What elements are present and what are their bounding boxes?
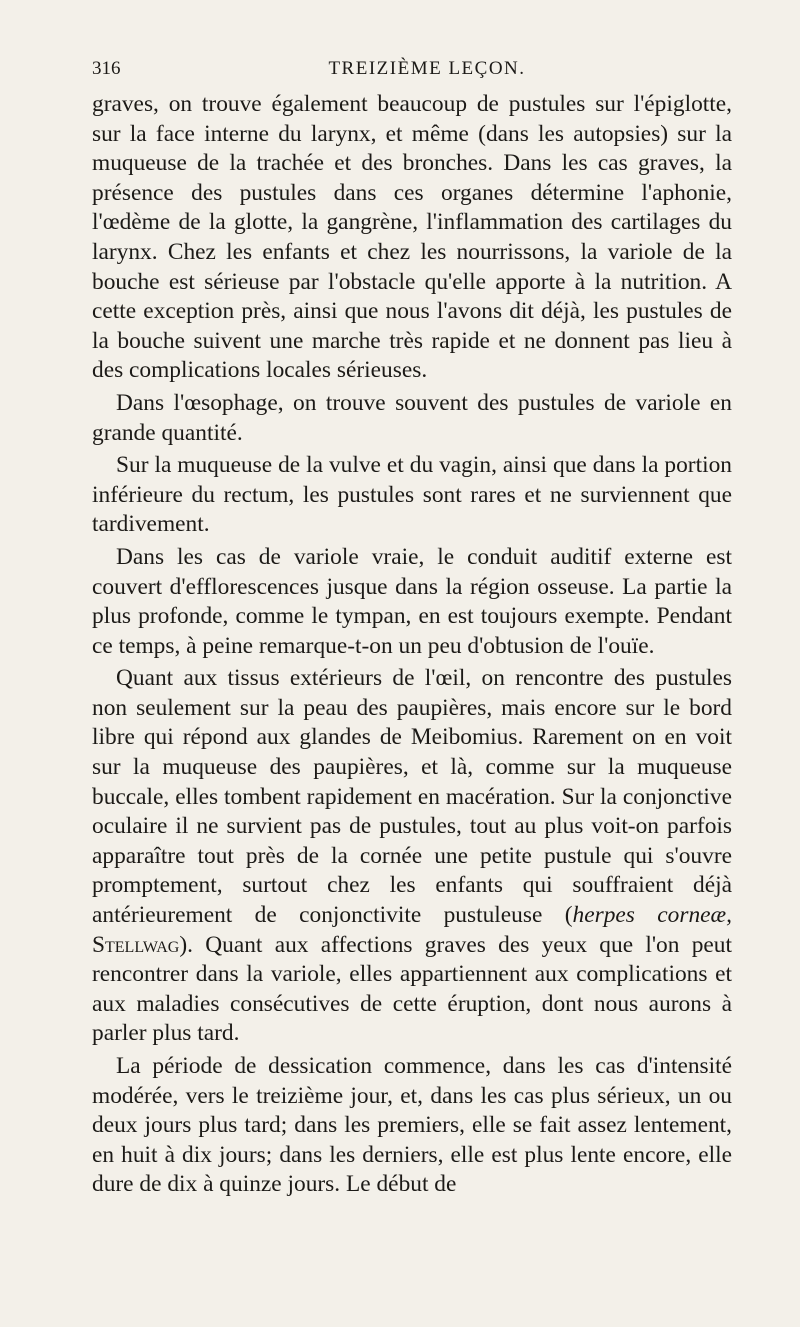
paragraph-5 [92, 664, 732, 1049]
paragraph-5-author: Stellwag [92, 931, 180, 958]
paragraph-6: La période de dessication commence, dans les cas d'intensité modérée, vers le treizième jour, et, dans les cas plus sérieux, un ou deux jours plus tard; dans les premiers, elle se fait assez lentement, en huit à dix jours; dans les derniers, elle est plus lente encore, elle dure de dix à quinze jours. Le début de [92, 1053, 732, 1198]
body-text [92, 90, 732, 1200]
paragraph-5-italic: herpes corneæ, [572, 902, 732, 929]
paragraph-1: graves, on trouve également beaucoup de pustules sur l'épiglotte, sur la face interne du larynx, et même (dans les autopsies) sur la muqueuse de la trachée et des bronches. Dans les cas graves, la présence des pustules dans ces organes détermine l'aphonie, l'œdème de la glotte, la gangrène, l'inflammation des cartilages du larynx. Chez les enfants et chez les nourrissons, la variole de la bouche est sérieuse par l'obstacle qu'elle apporte à la nutrition. A cette exception près, ainsi que nous l'avons dit déjà, les pustules de la bouche suivent une marche très rapide et ne donnent pas lieu à des complications locales sérieuses. [92, 91, 732, 384]
paragraph-4: Dans les cas de variole vraie, le conduit auditif externe est couvert d'efflorescences jusque dans la région osseuse. La partie la plus profonde, comme le tympan, en est toujours exempte. Pendant ce temps, à peine remarque-t-on un peu d'obtusion de l'ouïe. [92, 543, 732, 659]
running-title: TREIZIÈME LEÇON. [328, 58, 526, 79]
paragraph-3: Sur la muqueuse de la vulve et du vagin, ainsi que dans la portion inférieure du rectum, les pustules sont rares et ne surviennent que tardivement. [92, 452, 732, 538]
paragraph-5-text-before: Quant aux tissus extérieurs de l'œil, on rencontre des pustules non seulement sur la peau des paupières, mais encore sur le bord libre qui répond aux glandes de Meibomius. Rarement on en voit sur la muqueuse des paupières, et là, comme sur la muqueuse buccale, elles tombent rapidement en macération. Sur la conjonctive oculaire il ne survient pas de pustules, tout au plus voit-on parfois apparaître tout près de la cornée une petite pustule qui s'ouvre promptement, surtout chez les enfants qui souffraient déjà antérieurement de conjonctivite pustuleuse ( [92, 665, 732, 929]
paragraph-5-text-after: ). Quant aux affections graves des yeux que l'on peut rencontrer dans la variole, elles appartiennent aux complications et aux maladies consécutives de cette éruption, dont nous aurons à parler plus tard. [92, 931, 732, 1047]
page-header [92, 58, 732, 86]
paragraph-2: Dans l'œsophage, on trouve souvent des pustules de variole en grande quantité. [92, 389, 732, 446]
page-number: 316 [92, 58, 121, 79]
